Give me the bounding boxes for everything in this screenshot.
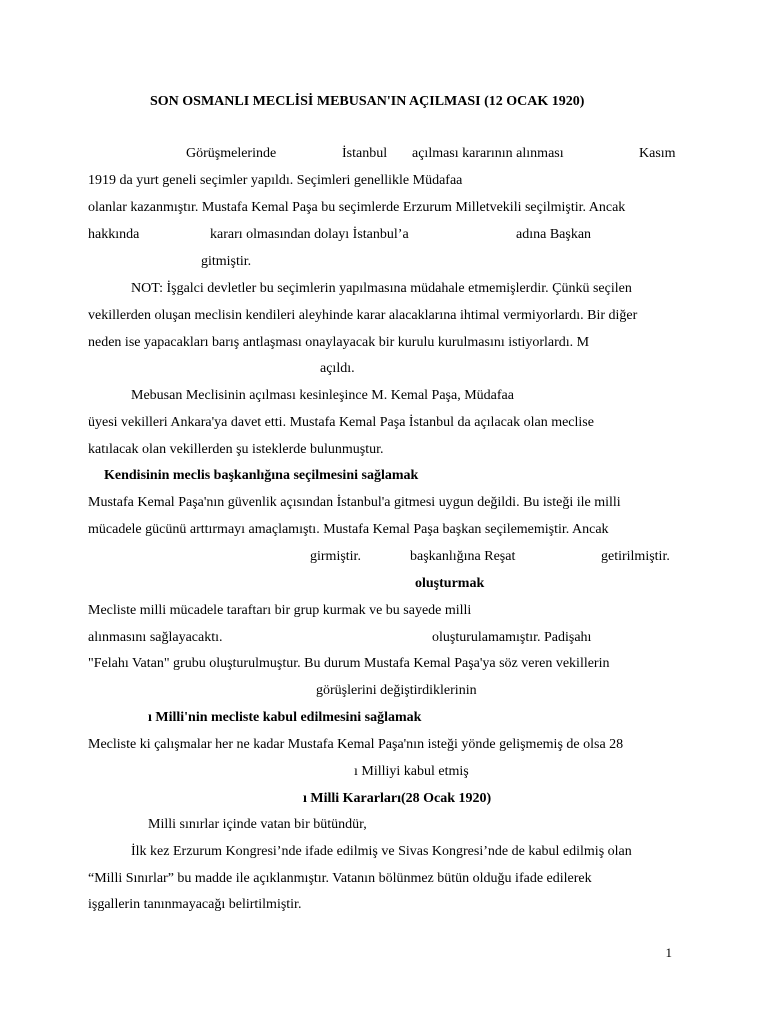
text-line: “Milli Sınırlar” bu madde ile açıklanmıştır. Vatanın bölünmez bütün olduğu ifade edilerek <box>88 871 592 886</box>
text-line: katılacak olan vekillerden şu isteklerde bulunmuştur. <box>88 442 384 457</box>
text-line: Görüşmelerinde <box>186 146 277 161</box>
text-line: İlk kez Erzurum Kongresi’nde ifade edilmiş ve Sivas Kongresi’nde de kabul edilmiş olan <box>131 844 632 859</box>
text-line: kararı olmasından dolayı İstanbul’a <box>210 227 409 242</box>
text-line: adına Başkan <box>516 227 592 242</box>
text-line: görüşlerini değiştirdiklerinin <box>316 683 477 698</box>
text-line: Mebusan Meclisinin açılması kesinleşince M. Kemal Paşa, Müdafaa <box>131 388 514 403</box>
text-line: hakkında <box>88 227 140 242</box>
text-line: Mecliste milli mücadele taraftarı bir grup kurmak ve bu sayede milli <box>88 603 472 618</box>
text-line: alınmasını sağlayacaktı. <box>88 630 223 645</box>
text-line: üyesi vekilleri Ankara'ya davet etti. Mustafa Kemal Paşa İstanbul da açılacak olan meclise <box>88 415 594 430</box>
text-line: gitmiştir. <box>201 254 252 269</box>
text-line: Milli sınırlar içinde vatan bir bütündür, <box>148 817 367 832</box>
text-line: ı Milliyi kabul etmiş <box>354 764 469 779</box>
text-line: başkanlığına Reşat <box>410 549 516 564</box>
text-line: açılması kararının alınması <box>412 146 564 161</box>
text-line: 1919 da yurt geneli seçimler yapıldı. Seçimleri genellikle Müdafaa <box>88 173 463 188</box>
section-heading: ı Milli'nin mecliste kabul edilmesini sağlamak <box>148 710 422 725</box>
text-line: oluşturulamamıştır. Padişahı <box>432 630 592 645</box>
section-heading: Kendisinin meclis başkanlığına seçilmesini sağlamak <box>104 468 419 483</box>
text-line: neden ise yapacakları barış antlaşması onaylayacak bir kurulu kurulmasını istiyorlardı. M <box>88 335 590 350</box>
text-line: olanlar kazanmıştır. Mustafa Kemal Paşa bu seçimlerde Erzurum Milletvekili seçilmiştir. Ancak <box>88 200 626 215</box>
text-line: Mecliste ki çalışmalar her ne kadar Mustafa Kemal Paşa'nın isteği yönde gelişmemiş de olsa 28 <box>88 737 624 752</box>
text-line: Kasım <box>639 146 676 161</box>
text-line: Mustafa Kemal Paşa'nın güvenlik açısından İstanbul'a gitmesi uygun değildi. Bu isteği ile milli <box>88 495 621 510</box>
text-line: NOT: İşgalci devletler bu seçimlerin yapılmasına müdahale etmemişlerdir. Çünkü seçilen <box>131 281 632 296</box>
section-heading: oluşturmak <box>415 576 485 591</box>
text-line: açıldı. <box>320 361 355 376</box>
text-line: işgallerin tanınmayacağı belirtilmiştir. <box>88 897 302 912</box>
document-title: SON OSMANLI MECLİSİ MEBUSAN'IN AÇILMASI (12 OCAK 1920) <box>150 94 585 109</box>
text-line: mücadele gücünü arttırmayı amaçlamıştı. Mustafa Kemal Paşa başkan seçilememiştir. Ancak <box>88 522 609 537</box>
text-line: girmiştir. <box>310 549 361 564</box>
page-number: 1 <box>665 945 672 960</box>
text-line: getirilmiştir. <box>601 549 670 564</box>
text-line: İstanbul <box>342 146 388 161</box>
section-heading: ı Milli Kararları(28 Ocak 1920) <box>303 791 492 806</box>
text-line: vekillerden oluşan meclisin kendileri aleyhinde karar alacaklarına ihtimal vermiyorlardı. Bir diğer <box>88 308 638 323</box>
text-line: "Felahı Vatan" grubu oluşturulmuştur. Bu durum Mustafa Kemal Paşa'ya söz veren vekillerin <box>88 656 610 671</box>
